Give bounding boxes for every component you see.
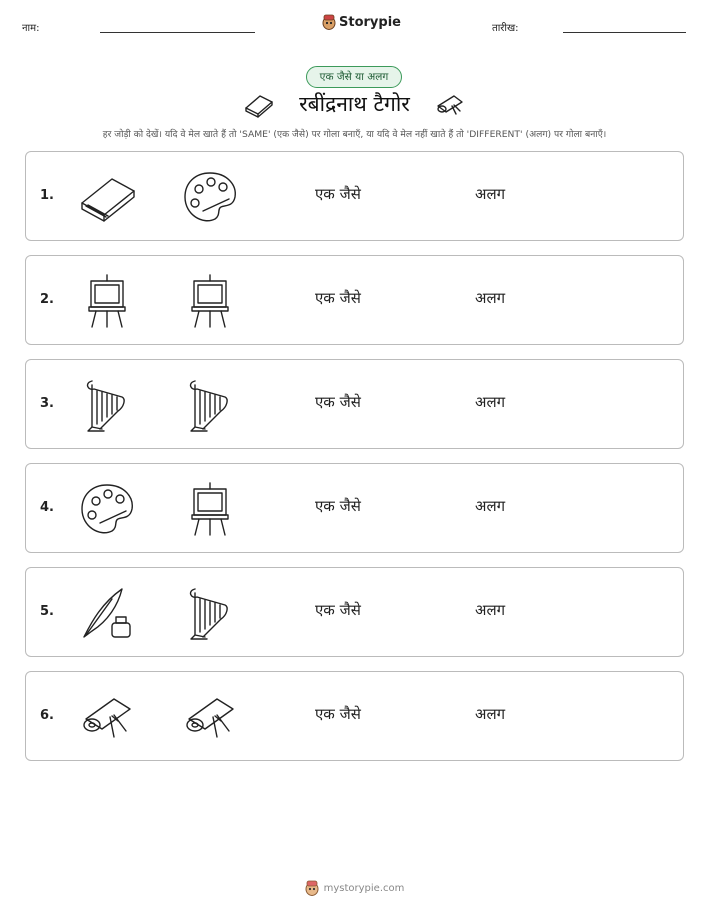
- question-row: [25, 255, 684, 345]
- question-number: 2.: [40, 292, 54, 307]
- harp-icon: [181, 377, 239, 433]
- different-option[interactable]: अलग: [475, 393, 506, 411]
- same-option[interactable]: एक जैसे: [315, 705, 361, 723]
- date-label: तारीख:: [492, 23, 519, 34]
- same-option[interactable]: एक जैसे: [315, 393, 361, 411]
- book-icon: [78, 169, 136, 225]
- same-option[interactable]: एक जैसे: [315, 497, 361, 515]
- palette-icon: [78, 481, 136, 537]
- footer-url[interactable]: mystorypie.com: [323, 882, 405, 894]
- name-label: नाम:: [22, 23, 40, 34]
- storypie-mascot-icon: [305, 880, 319, 896]
- question-row: [25, 463, 684, 553]
- scroll-icon: [434, 92, 466, 118]
- question-number: 6.: [40, 708, 54, 723]
- storypie-mascot-icon: [322, 14, 336, 30]
- activity-tag: एक जैसे या अलग: [306, 66, 402, 88]
- question-row: [25, 671, 684, 761]
- quill-ink-icon: [78, 585, 136, 641]
- scroll-icon: [78, 689, 136, 745]
- instructions: हर जोड़ी को देखें। यदि वे मेल खाते हैं तो 'SAME' (एक जैसे) पर गोला बनाएँ, या यदि वे मेल नहीं खाते हैं तो 'DIFFERENT' (अलग) पर गोला बनाएँ।: [102, 129, 607, 140]
- same-option[interactable]: एक जैसे: [315, 289, 361, 307]
- easel-icon: [181, 481, 239, 537]
- question-row: [25, 359, 684, 449]
- harp-icon: [181, 585, 239, 641]
- same-option[interactable]: एक जैसे: [315, 601, 361, 619]
- page-title: रबींद्रनाथ टैगोर: [299, 92, 410, 116]
- date-field-line[interactable]: [563, 32, 686, 33]
- different-option[interactable]: अलग: [475, 705, 506, 723]
- easel-icon: [181, 273, 239, 329]
- question-number: 5.: [40, 604, 54, 619]
- different-option[interactable]: अलग: [475, 185, 506, 203]
- brand-logo: [322, 14, 401, 30]
- question-number: 4.: [40, 500, 54, 515]
- question-number: 3.: [40, 396, 54, 411]
- harp-icon: [78, 377, 136, 433]
- question-row: [25, 567, 684, 657]
- different-option[interactable]: अलग: [475, 289, 506, 307]
- question-number: 1.: [40, 188, 54, 203]
- different-option[interactable]: अलग: [475, 601, 506, 619]
- same-option[interactable]: एक जैसे: [315, 185, 361, 203]
- footer: [0, 880, 709, 896]
- different-option[interactable]: अलग: [475, 497, 506, 515]
- scroll-icon: [181, 689, 239, 745]
- question-row: [25, 151, 684, 241]
- palette-icon: [181, 169, 239, 225]
- easel-icon: [78, 273, 136, 329]
- brand-name: Storypie: [339, 14, 401, 30]
- name-field-line[interactable]: [100, 32, 255, 33]
